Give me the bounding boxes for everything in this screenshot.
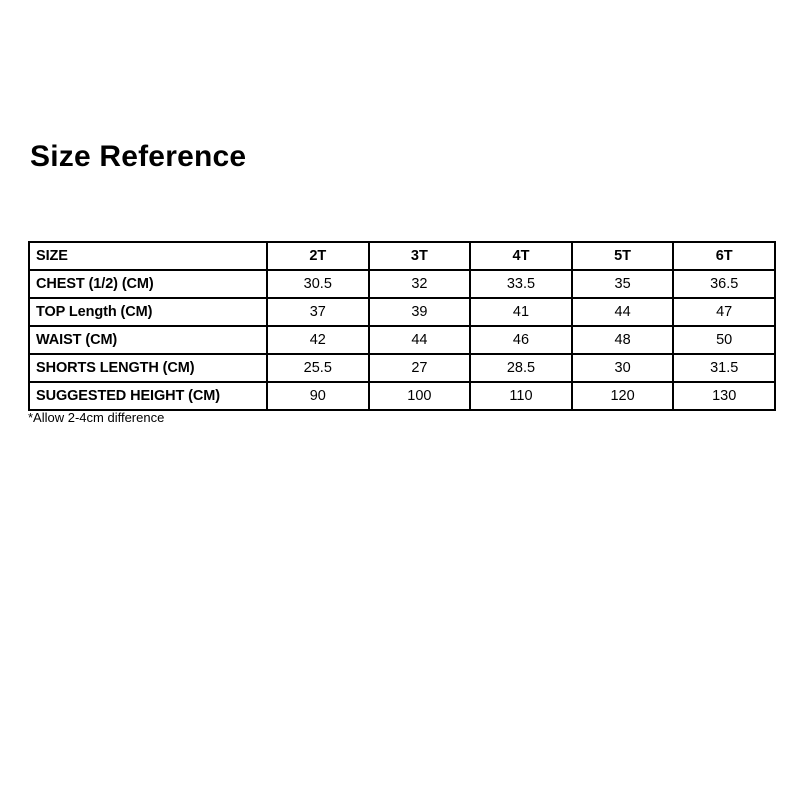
table-row <box>29 382 775 410</box>
cell-chest-5t: 35 <box>572 270 674 298</box>
cell-shorts-length-6t: 31.5 <box>673 354 775 382</box>
cell-waist-2t: 42 <box>267 326 369 354</box>
column-header-3t: 3T <box>369 242 471 270</box>
cell-suggested-height-3t: 100 <box>369 382 471 410</box>
table-row <box>29 270 775 298</box>
cell-suggested-height-4t: 110 <box>470 382 572 410</box>
table-row <box>29 326 775 354</box>
cell-suggested-height-5t: 120 <box>572 382 674 410</box>
cell-waist-5t: 48 <box>572 326 674 354</box>
table-row <box>29 298 775 326</box>
row-label-shorts-length: SHORTS LENGTH (CM) <box>29 354 267 382</box>
page-title: Size Reference <box>30 140 247 173</box>
row-label-chest: CHEST (1/2) (CM) <box>29 270 267 298</box>
cell-shorts-length-4t: 28.5 <box>470 354 572 382</box>
cell-chest-2t: 30.5 <box>267 270 369 298</box>
cell-shorts-length-2t: 25.5 <box>267 354 369 382</box>
table-header-row <box>29 242 775 270</box>
table-header <box>29 242 775 270</box>
cell-chest-4t: 33.5 <box>470 270 572 298</box>
cell-top-length-4t: 41 <box>470 298 572 326</box>
cell-chest-3t: 32 <box>369 270 471 298</box>
size-chart-container <box>28 241 776 411</box>
cell-waist-4t: 46 <box>470 326 572 354</box>
cell-shorts-length-5t: 30 <box>572 354 674 382</box>
column-header-4t: 4T <box>470 242 572 270</box>
column-header-6t: 6T <box>673 242 775 270</box>
cell-waist-6t: 50 <box>673 326 775 354</box>
disclaimer-note: *Allow 2-4cm difference <box>28 410 165 425</box>
cell-top-length-6t: 47 <box>673 298 775 326</box>
row-label-suggested-height: SUGGESTED HEIGHT (CM) <box>29 382 267 410</box>
size-chart-table <box>28 241 776 411</box>
cell-shorts-length-3t: 27 <box>369 354 471 382</box>
cell-suggested-height-2t: 90 <box>267 382 369 410</box>
cell-top-length-3t: 39 <box>369 298 471 326</box>
cell-chest-6t: 36.5 <box>673 270 775 298</box>
column-header-2t: 2T <box>267 242 369 270</box>
row-label-waist: WAIST (CM) <box>29 326 267 354</box>
cell-waist-3t: 44 <box>369 326 471 354</box>
cell-suggested-height-6t: 130 <box>673 382 775 410</box>
table-body <box>29 270 775 410</box>
cell-top-length-2t: 37 <box>267 298 369 326</box>
column-header-size: SIZE <box>29 242 267 270</box>
column-header-5t: 5T <box>572 242 674 270</box>
row-label-top-length: TOP Length (CM) <box>29 298 267 326</box>
cell-top-length-5t: 44 <box>572 298 674 326</box>
table-row <box>29 354 775 382</box>
